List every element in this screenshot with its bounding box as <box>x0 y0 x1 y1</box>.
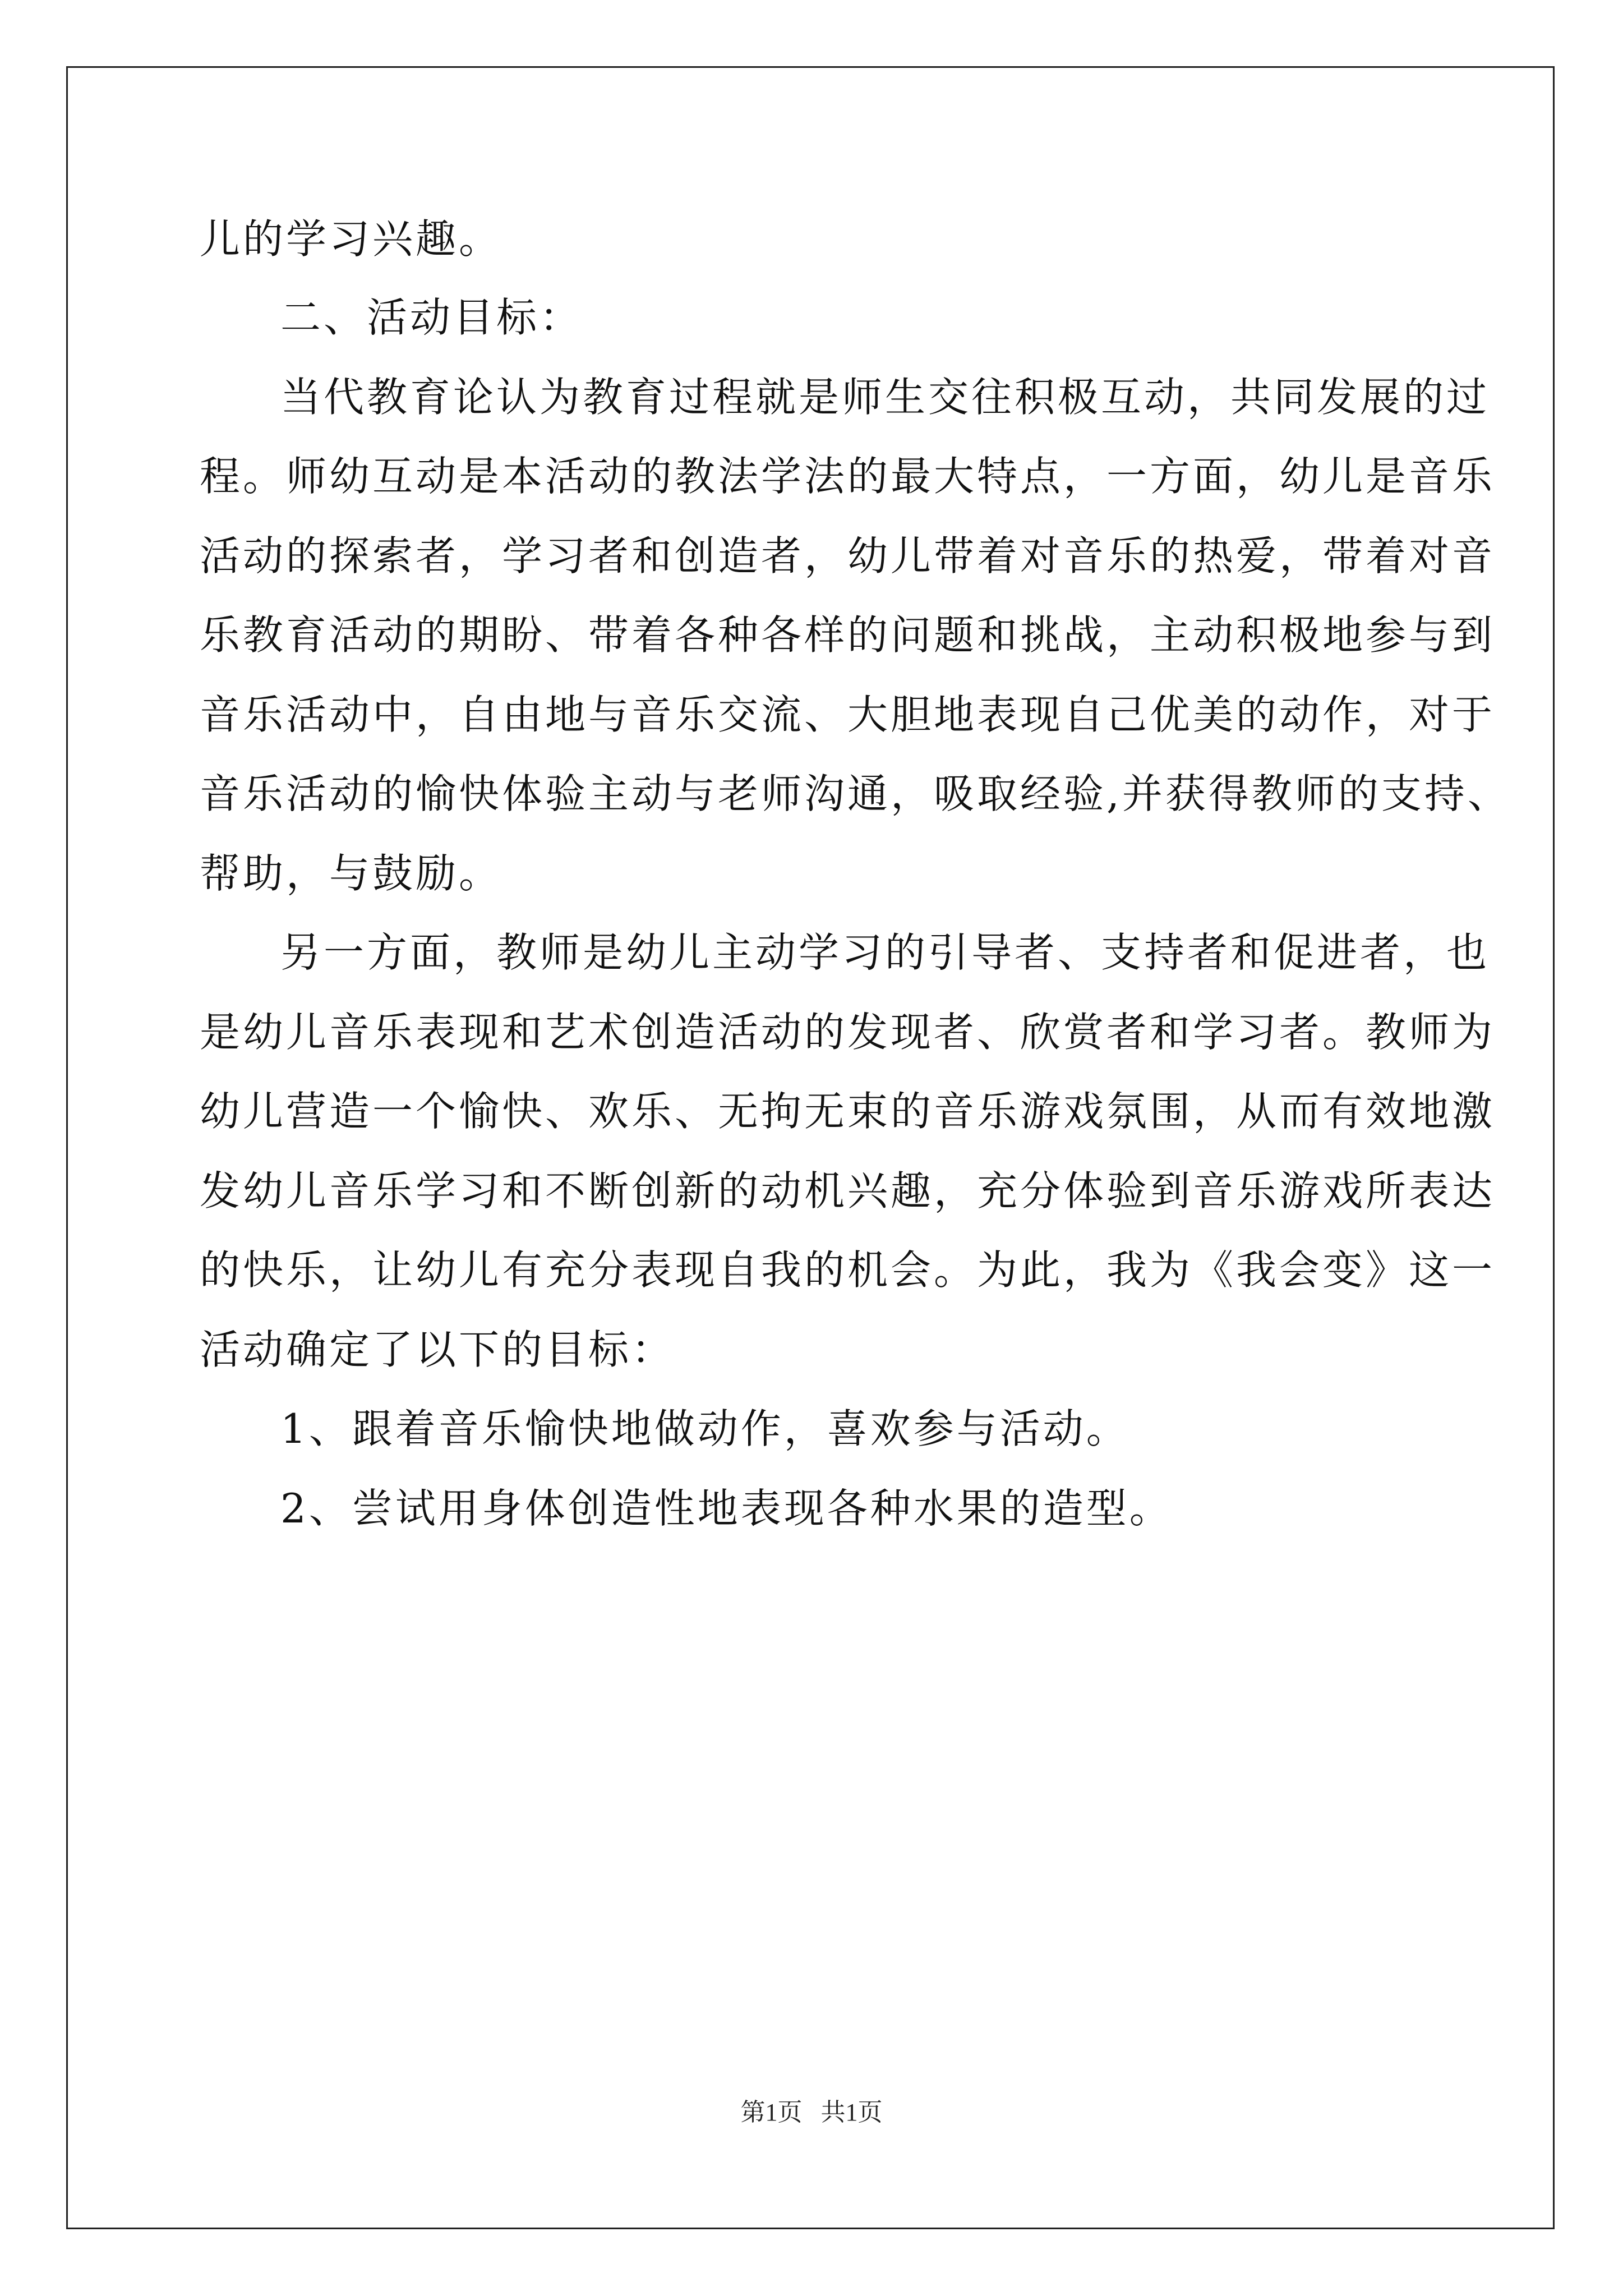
list-item: 1、跟着音乐愉快地做动作，喜欢参与活动。 <box>280 1405 1129 1452</box>
paragraph-line: 发幼儿音乐学习和不断创新的动机兴趣，充分体验到音乐游戏所表达 <box>200 1167 1496 1214</box>
list-item: 2、尝试用身体创造性地表现各种水果的造型。 <box>280 1485 1173 1532</box>
section-heading: 二、活动目标： <box>280 294 583 341</box>
paragraph-line: 当代教育论认为教育过程就是师生交往积极互动，共同发展的过 <box>280 374 1490 421</box>
paragraph-line: 活动的探索者，学习者和创造者，幼儿带着对音乐的热爱，带着对音 <box>200 532 1496 579</box>
paragraph-line: 另一方面，教师是幼儿主动学习的引导者、支持者和促进者，也 <box>280 929 1490 976</box>
paragraph-line: 音乐活动中，自由地与音乐交流、大胆地表现自己优美的动作，对于 <box>200 691 1496 738</box>
paragraph-line: 的快乐，让幼儿有充分表现自我的机会。为此，我为《我会变》这一 <box>200 1246 1496 1294</box>
paragraph-line: 幼儿营造一个愉快、欢乐、无拘无束的音乐游戏氛围，从而有效地激 <box>200 1088 1496 1135</box>
paragraph-line: 乐教育活动的期盼、带着各种各样的问题和挑战，主动积极地参与到 <box>200 611 1496 659</box>
paragraph-line: 是幼儿音乐表现和艺术创造活动的发现者、欣赏者和学习者。教师为 <box>200 1009 1496 1056</box>
page-number-footer: 第1页 共1页 <box>740 2099 883 2126</box>
paragraph-line: 儿的学习兴趣。 <box>200 215 502 263</box>
paragraph-line: 程。师幼互动是本活动的教法学法的最大特点，一方面，幼儿是音乐 <box>200 453 1496 500</box>
paragraph-line: 活动确定了以下的目标： <box>200 1326 675 1373</box>
paragraph-line: 帮助，与鼓励。 <box>200 850 502 897</box>
paragraph-line: 音乐活动的愉快体验主动与老师沟通，吸取经验,并获得教师的支持、 <box>200 770 1511 817</box>
